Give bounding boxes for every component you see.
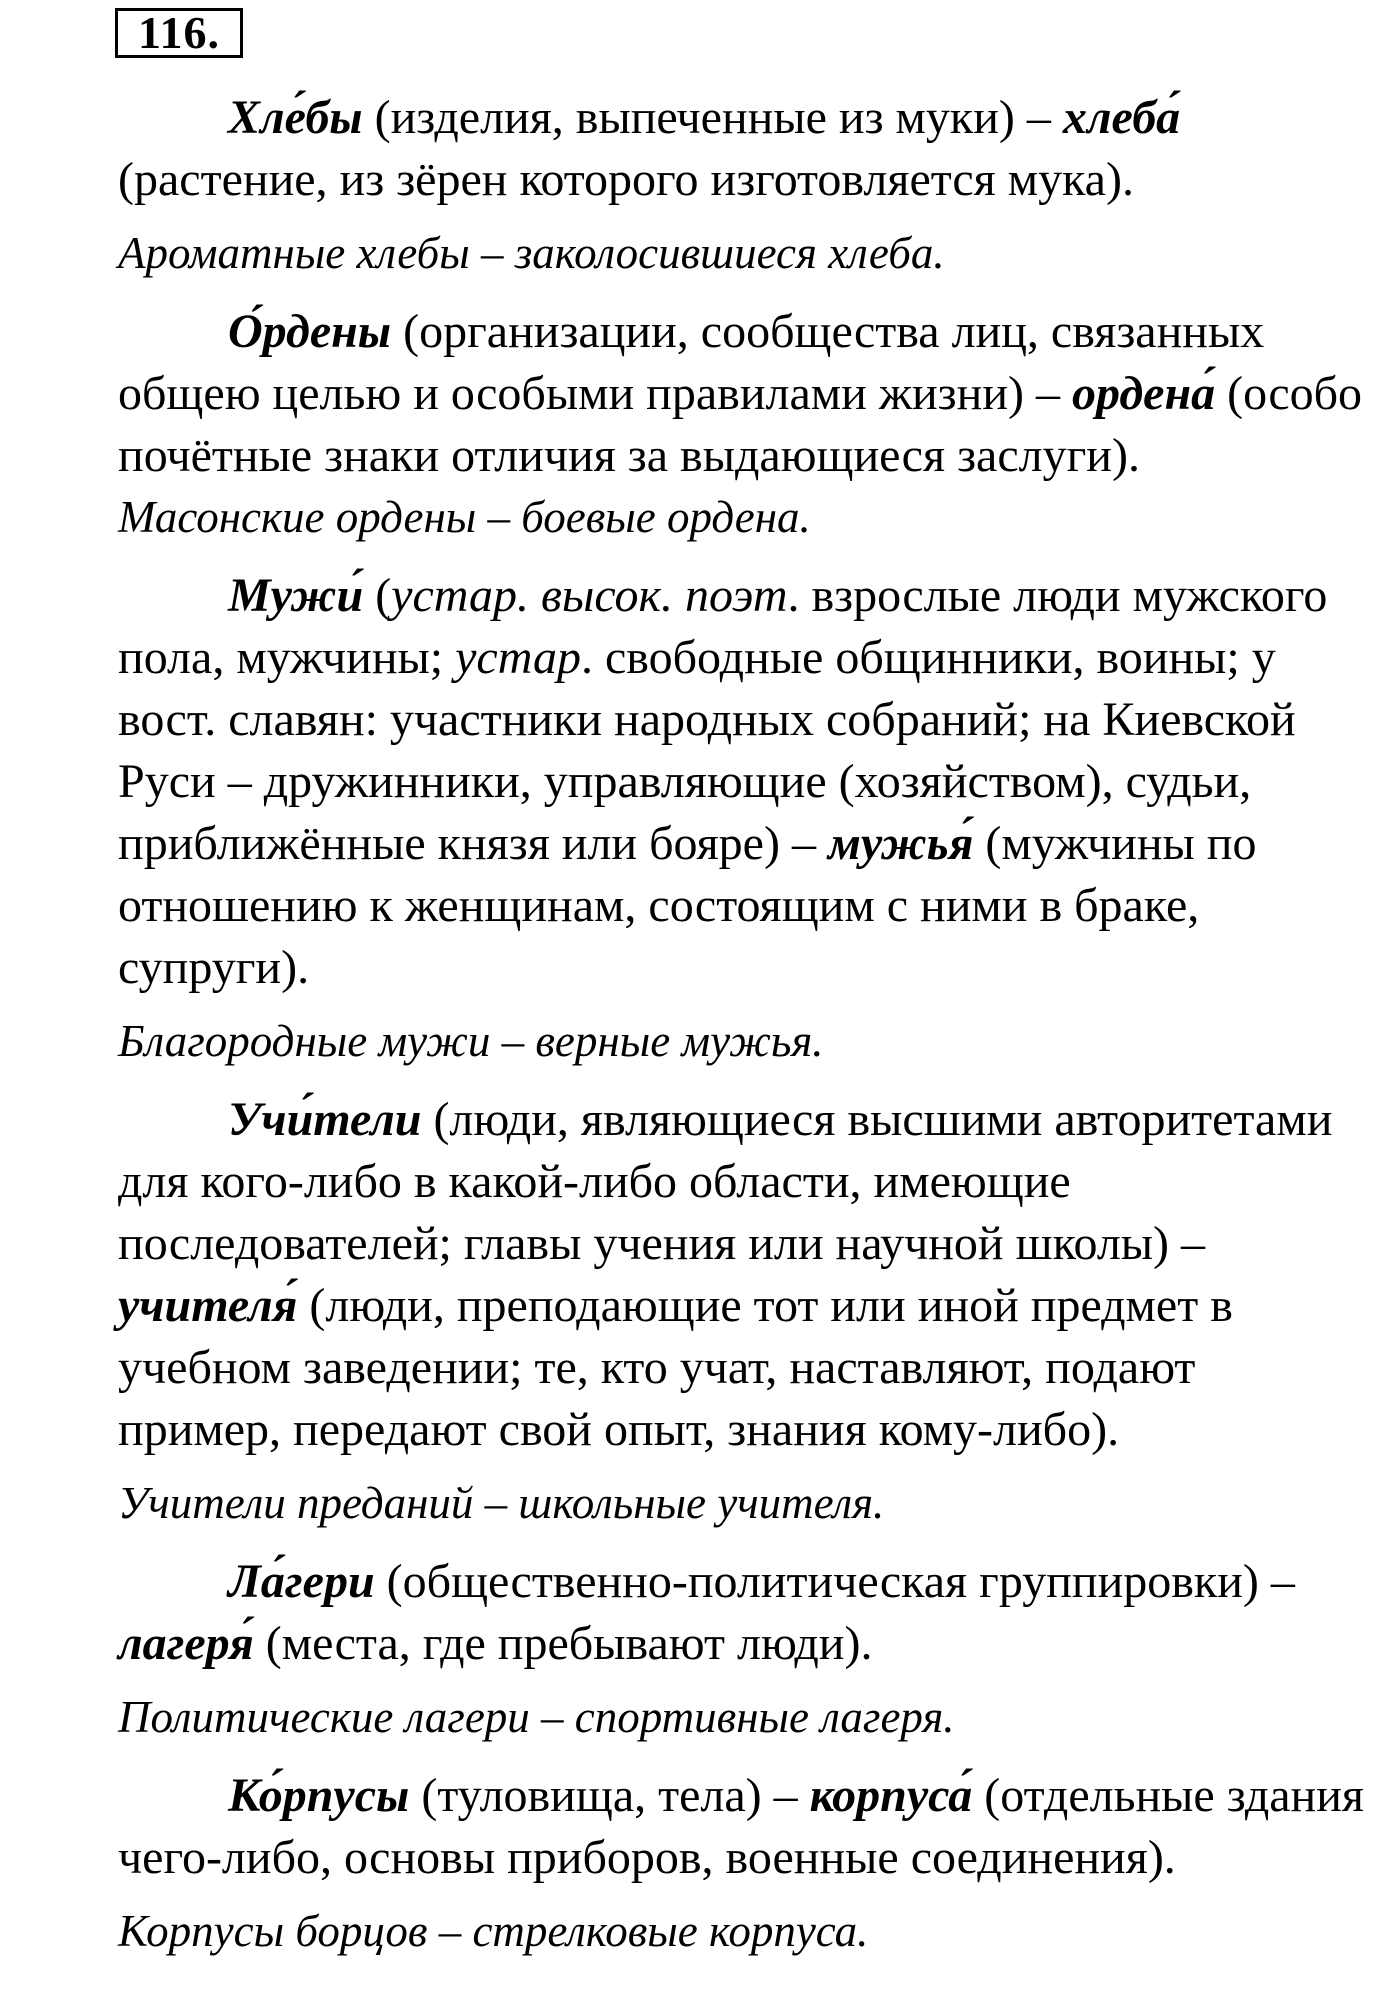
- entry-line: [8, 1213, 1400, 1275]
- term: Ла́гери: [228, 1555, 375, 1608]
- entry-line: [8, 1337, 1400, 1399]
- entry-line: [8, 1765, 1400, 1827]
- definition-text: (растение, из зёрен которого изготовляется мука).: [118, 153, 1134, 206]
- definition-text: общею целью и особыми правилами жизни) –: [118, 367, 1072, 420]
- example-sentence: Корпусы борцов – стрелковые корпуса.: [118, 1906, 869, 1956]
- entry-line: [8, 627, 1400, 689]
- definition-text: (люди, преподающие тот или иной предмет в: [297, 1279, 1233, 1332]
- entry-line: [8, 1151, 1400, 1213]
- example-sentence: Политические лагери – спортивные лагеря.: [118, 1692, 955, 1742]
- definition-text: учебном заведении; те, кто учат, наставляют, подают: [118, 1341, 1196, 1394]
- entry-paragraph: [8, 1089, 1400, 1461]
- term: Ко́рпусы: [228, 1769, 410, 1822]
- entry-line: [8, 1551, 1400, 1613]
- entry-line: [8, 1827, 1400, 1889]
- definition-text: чего-либо, основы приборов, военные соединения).: [118, 1831, 1176, 1884]
- definition-text: почётные знаки отличия за выдающиеся заслуги).: [118, 429, 1140, 482]
- entry-line: [8, 1275, 1400, 1337]
- term: хлеба́: [1062, 91, 1181, 144]
- definition-text: последователей; главы учения или научной школы) –: [118, 1217, 1206, 1270]
- example-sentence: Масонские ордены – боевые ордена.: [118, 492, 811, 542]
- exercise-number: 116.: [115, 8, 243, 58]
- entry-line: [8, 875, 1400, 937]
- definition-text: (общественно-политическая группировки) –: [374, 1555, 1295, 1608]
- definition-text: пола, мужчины;: [118, 631, 456, 684]
- entry-line: [8, 1089, 1400, 1151]
- entry-line: [8, 149, 1400, 211]
- entry-line: [8, 1613, 1400, 1675]
- definition-text: (изделия, выпеченные из муки) –: [362, 91, 1063, 144]
- term: Мужи́: [228, 569, 364, 622]
- term: корпуса́: [809, 1769, 973, 1822]
- entry-line: [8, 87, 1400, 149]
- definition-text: (: [363, 569, 392, 622]
- definition-text: (места, где пребывают люди).: [253, 1617, 873, 1670]
- definition-text: (организации, сообщества лиц, связанных: [391, 305, 1265, 358]
- entry-line: [8, 813, 1400, 875]
- definition-text: (туловища, тела) –: [409, 1769, 810, 1822]
- entry-paragraph: [8, 1551, 1400, 1675]
- usage-mark: устар: [455, 631, 581, 684]
- entry-line: [8, 1399, 1400, 1461]
- term: лагеря́: [118, 1617, 254, 1670]
- entry-line: [8, 565, 1400, 627]
- definition-text: . свободные общинники, воины; у: [580, 631, 1276, 684]
- usage-mark: устар. высок. поэт: [391, 569, 788, 622]
- definition-text: для кого-либо в какой-либо области, имеющие: [118, 1155, 1071, 1208]
- entry-line: [8, 363, 1400, 425]
- term: Учи́тели: [228, 1093, 422, 1146]
- definition-text: супруги).: [118, 941, 310, 994]
- definition-text: (особо: [1215, 367, 1363, 420]
- definition-text: (отдельные здания: [972, 1769, 1364, 1822]
- entry-paragraph: [8, 301, 1400, 487]
- definition-text: . взрослые люди мужского: [787, 569, 1328, 622]
- entry-line: [8, 937, 1400, 999]
- definition-text: вост. славян: участники народных собраний; на Киевской: [118, 693, 1296, 746]
- definition-text: (люди, являющиеся высшими авторитетами: [421, 1093, 1333, 1146]
- entry-line: [8, 301, 1400, 363]
- example-sentence: Благородные мужи – верные мужья.: [118, 1016, 824, 1066]
- definition-text: приближённые князя или бояре) –: [118, 817, 828, 870]
- entry-line: [8, 751, 1400, 813]
- entry-line: [8, 689, 1400, 751]
- exercise-content: [8, 87, 1400, 1961]
- definition-text: пример, передают свой опыт, знания кому-либо).: [118, 1403, 1120, 1456]
- term: Хле́бы: [228, 91, 363, 144]
- entry-line: [8, 425, 1400, 487]
- term: учителя́: [118, 1279, 298, 1332]
- entry-paragraph: [8, 87, 1400, 211]
- definition-text: (мужчины по: [973, 817, 1257, 870]
- example-sentence: Учители преданий – школьные учителя.: [118, 1478, 885, 1528]
- term: О́рдены: [228, 305, 392, 358]
- definition-text: Руси – дружинники, управляющие (хозяйством), судьи,: [118, 755, 1252, 808]
- term: мужья́: [827, 817, 974, 870]
- entry-paragraph: [8, 1765, 1400, 1889]
- definition-text: отношению к женщинам, состоящим с ними в браке,: [118, 879, 1200, 932]
- entry-paragraph: [8, 565, 1400, 999]
- example-sentence: Ароматные хлебы – заколосившиеся хлеба.: [118, 228, 945, 278]
- term: ордена́: [1072, 367, 1216, 420]
